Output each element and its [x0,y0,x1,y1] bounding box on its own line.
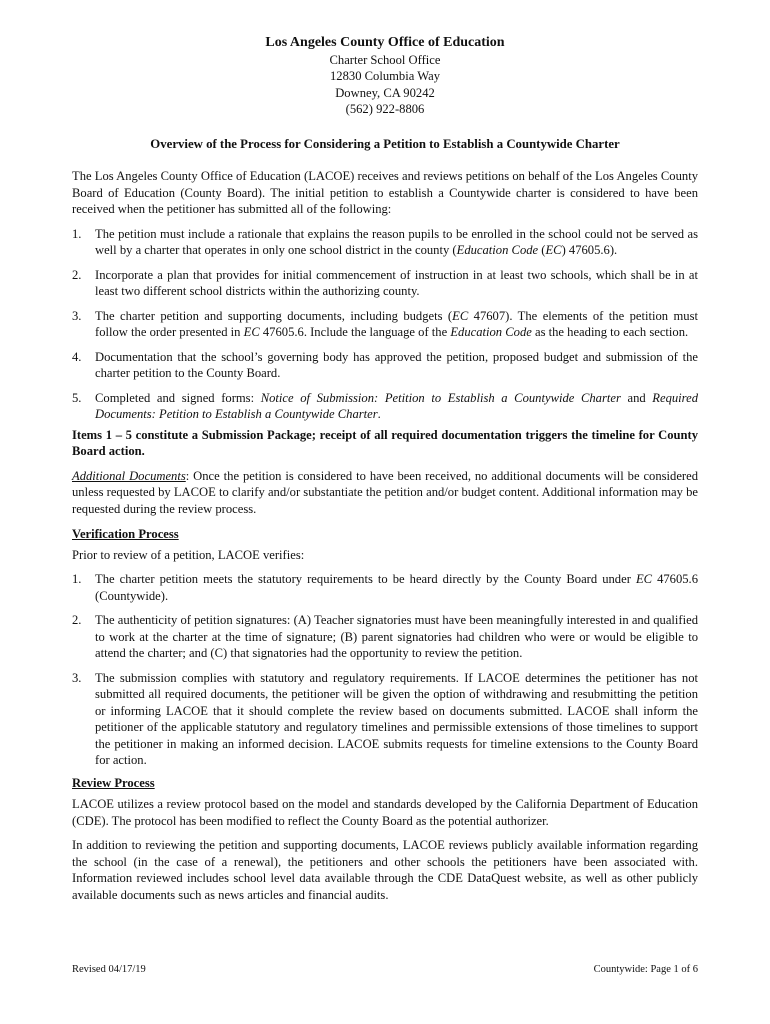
org-name: Los Angeles County Office of Education [265,35,505,50]
list-item: 2. Incorporate a plan that provides for initial commencement of instruction in at least two schools, which shall be in at least two different school districts within the authorizing county. [72,267,698,299]
address-line: Downey, CA 90242 [335,85,435,100]
verification-intro: Prior to review of a petition, LACOE verifies: [72,547,305,562]
page-content [72,34,698,903]
address-line: Charter School Office [329,53,441,67]
list-item: 1. The petition must include a rationale that explains the reason pupils to be enrolled in the school could not be served as well by a charter that operates in only one school district in the county (Education Code (EC) 47605.6). [72,226,698,258]
list-item: 3. The submission complies with statutory and regulatory requirements. If LACOE determines the petitioner has not submitted all required documents, the petitioner will be given the option of withdrawing and resubmitting the petition or informing LACOE that it should complete the review based on documents submitted. LACOE shall inform the petitioner of the applicable statutory and regulatory timelines and permissible extensions of those timelines to support the petitioner in making an informed decision. LACOE submits requests for timeline extensions to the County Board for action. [72,670,698,768]
verification-list [72,571,698,769]
additional-documents-label: Additional Documents [72,468,186,483]
address-line: (562) 922-8806 [345,102,425,117]
list-item: 4. Documentation that the school’s governing body has approved the petition, proposed budget and submission of the charter petition to the County Board. [72,349,698,381]
document-title: Overview of the Process for Considering a Petition to Establish a Countywide Charter [150,136,620,151]
verification-heading: Verification Process [72,527,179,542]
additional-documents-paragraph: Additional Documents: Once the petition is considered to have been received, no additional documents will be considered unless requested by LACOE to clarify and/or substantiate the petition and/or budget content. Additional information may be requested during the review process. [72,468,698,516]
submission-note: Items 1 – 5 constitute a Submission Package; receipt of all required documentation triggers the timeline for County Board action. [72,427,698,459]
page-number: Countywide: Page 1 of 6 [593,964,698,975]
page-footer [72,964,698,975]
review-heading: Review Process [72,775,155,790]
address-line: 12830 Columbia Way [330,69,440,84]
intro-paragraph: The Los Angeles County Office of Education (LACOE) receives and reviews petitions on behalf of the Los Angeles County Board of Education (County Board). The initial petition to establish a Countywide charter is considered to have been received when the petitioner has submitted all of the following: [72,169,698,217]
review-paragraph-2: In addition to reviewing the petition and supporting documents, LACOE reviews publicly available information regarding the school (in the case of a renewal), the petitioners and other schools the petitioners have been associated with. Information reviewed includes school level data available through the CDE DataQuest website, as well as other publicly available documents such as news articles and financial audits. [72,838,698,902]
list-item: 1. The charter petition meets the statutory requirements to be heard directly by the County Board under EC 47605.6 (Countywide). [72,572,699,603]
list-item: 2. The authenticity of petition signatures: (A) Teacher signatories must have been meaningfully interested in and qualified to work at the charter at the time of signature; (B) parent signatories had children who were or would be eligible to attend the charter; and (C) that signatories had the opportunity to review the petition. [72,613,698,661]
list-item: 3. The charter petition and supporting documents, including budgets (EC 47607). The elements of the petition must follow the order presented in EC 47605.6. Include the language of the Education Code as the heading to each section. [72,308,699,340]
revised-date: Revised 04/17/19 [72,964,146,975]
address-block [72,52,698,118]
review-paragraph-1: LACOE utilizes a review protocol based on the model and standards developed by the California Department of Education (CDE). The protocol has been modified to reflect the County Board as the potential authorizer. [72,797,698,828]
submission-list [72,226,698,423]
list-item: 5. Completed and signed forms: Notice of Submission: Petition to Establish a Countywide Charter and Required Documents: Petition to Establish a Countywide Charter. [72,390,698,422]
